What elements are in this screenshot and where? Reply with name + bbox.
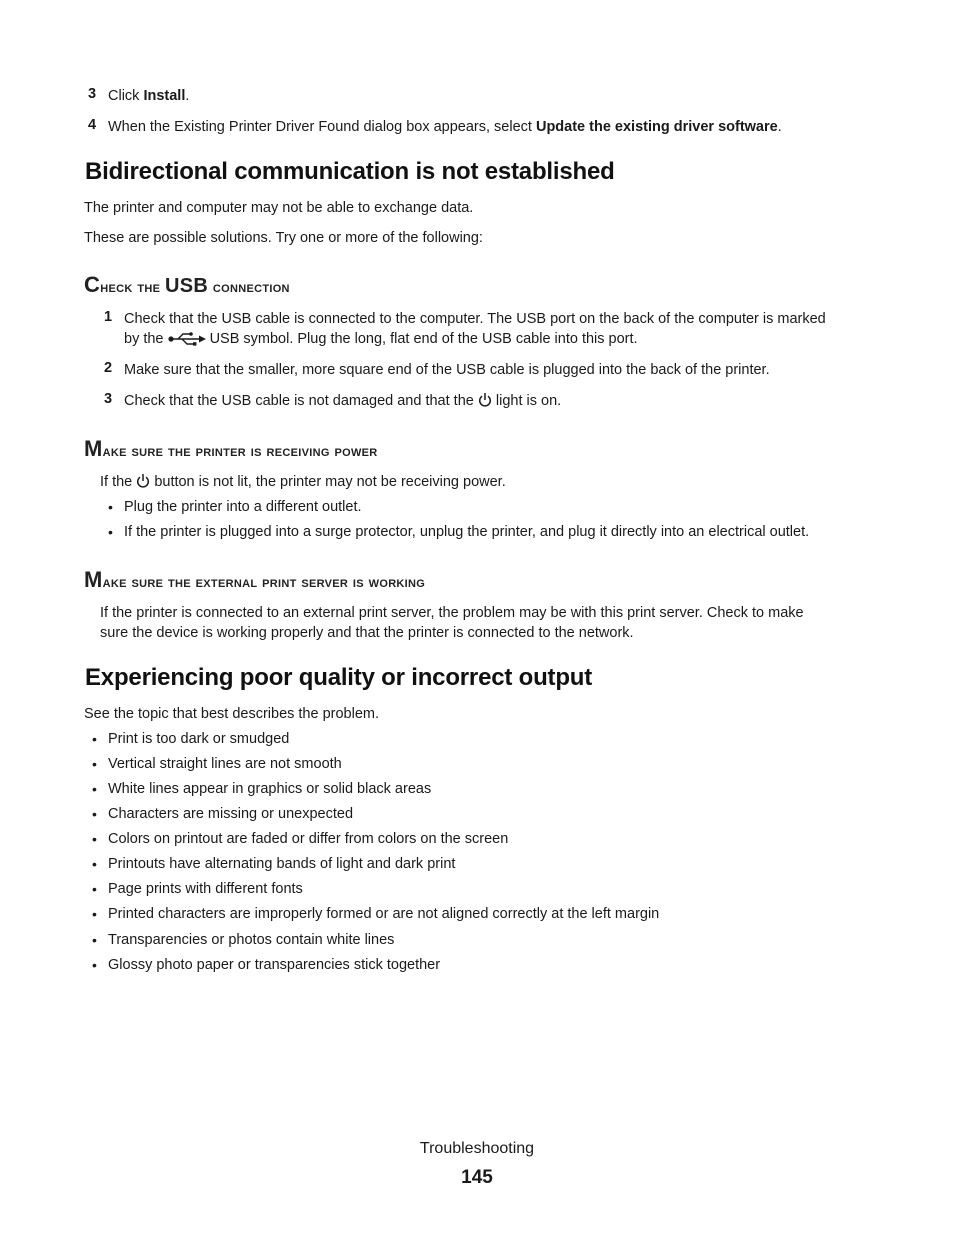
footer-chapter-label: Troubleshooting: [419, 1140, 535, 1157]
usb-step-2: 2 Make sure that the smaller, more square end of the USB cable is plugged into the back of the printer.: [104, 360, 770, 378]
page-number: 145: [461, 1167, 493, 1188]
print-server-paragraph: If the printer is connected to an external print server, the problem may be with this print server. Check to make sure the device is working properly and that the printer is connected to the network.: [100, 605, 804, 641]
section-title-poor-quality: Experiencing poor quality or incorrect output: [85, 664, 593, 691]
list-item[interactable]: • Glossy photo paper or transparencies stick together: [92, 957, 441, 973]
paragraph: See the topic that best describes the problem.: [84, 706, 380, 722]
subheading-receiving-power: Make sure the printer is receiving power: [84, 436, 378, 461]
power-icon: [136, 473, 150, 495]
step-3-install: [88, 86, 189, 106]
paragraph: The printer and computer may not be able to exchange data.: [84, 200, 474, 216]
list-item[interactable]: • Colors on printout are faded or differ from colors on the screen: [92, 831, 509, 847]
step-4-update-driver: [88, 117, 782, 137]
list-item[interactable]: • Transparencies or photos contain white lines: [92, 932, 395, 948]
paragraph: These are possible solutions. Try one or more of the following:: [84, 230, 483, 246]
subheading-print-server: Make sure the external print server is working: [84, 567, 426, 592]
list-item[interactable]: • Printed characters are improperly formed or are not aligned correctly at the left margin: [92, 906, 660, 922]
list-item[interactable]: • Printouts have alternating bands of light and dark print: [92, 856, 456, 872]
list-item[interactable]: • Print is too dark or smudged: [92, 731, 290, 747]
step-text: Click Install.: [108, 88, 190, 104]
subheading-check-usb: Check the USB connection: [84, 272, 290, 297]
install-label: Install: [143, 88, 186, 104]
update-driver-label: Update the existing driver software: [535, 119, 778, 135]
list-item[interactable]: • Characters are missing or unexpected: [92, 806, 354, 822]
list-item: • If the printer is plugged into a surge protector, unplug the printer, and plug it directly into an electrical outlet.: [108, 524, 810, 540]
list-item[interactable]: • Page prints with different fonts: [92, 881, 303, 897]
power-intro: If the button is not lit, the printer may not be receiving power.: [100, 472, 506, 495]
list-item[interactable]: • Vertical straight lines are not smooth: [92, 756, 342, 772]
usb-icon: [168, 332, 206, 352]
step-number: 3: [88, 86, 97, 102]
power-icon: [478, 392, 492, 414]
bullet-dot: •: [108, 499, 113, 515]
bullet-dot: •: [108, 524, 113, 540]
step-text: When the Existing Printer Driver Found dialog box appears, select Update the existing driver software.: [108, 119, 782, 135]
usb-step-3: 3 Check that the USB cable is not damaged and that the light is on.: [104, 391, 561, 414]
section-title-bidirectional: Bidirectional communication is not established: [85, 158, 615, 185]
list-item[interactable]: • White lines appear in graphics or solid black areas: [92, 781, 432, 797]
list-item: • Plug the printer into a different outlet.: [108, 499, 362, 515]
step-number: 4: [88, 117, 97, 133]
usb-step-1: 1 Check that the USB cable is connected to the computer. The USB port on the back of the computer is marked by the USB symbol. Plug the long, flat end of the USB cable into this port.: [104, 309, 884, 352]
